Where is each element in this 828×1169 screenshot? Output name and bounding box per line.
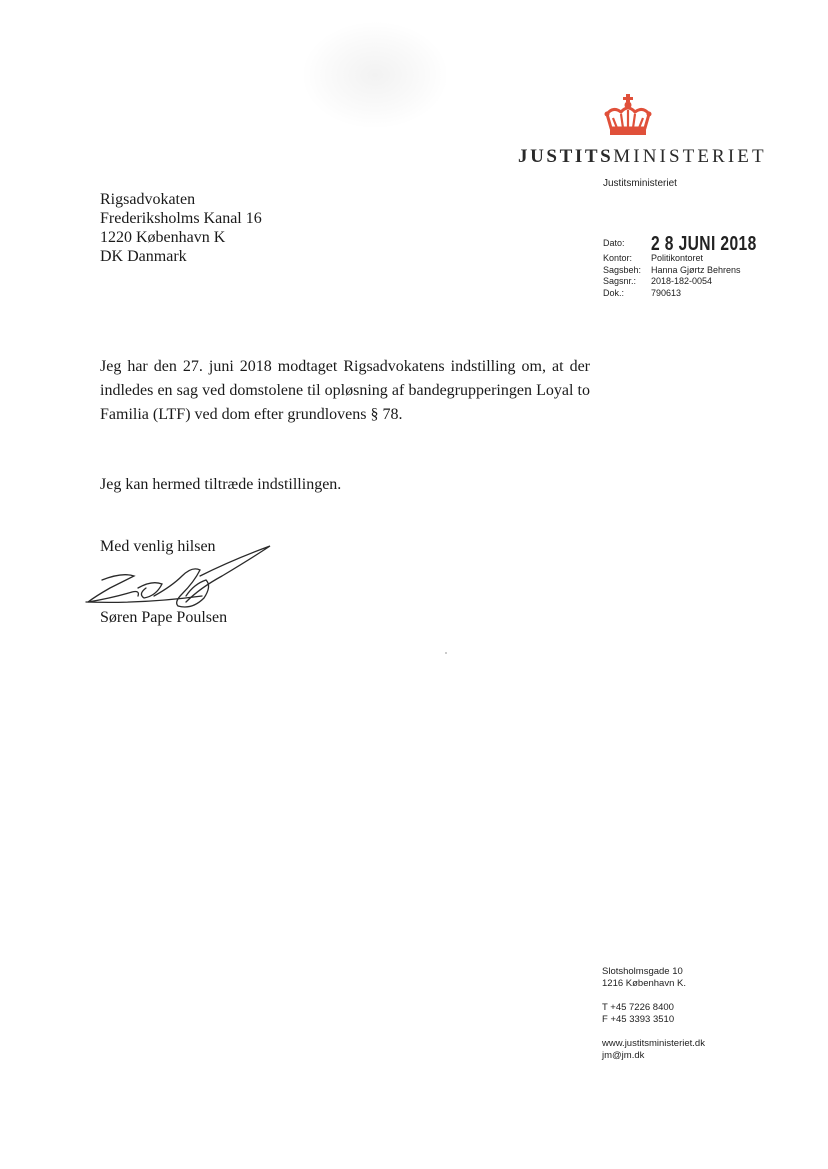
doc-value: 790613 [651,287,682,298]
closing-greeting: Med venlig hilsen [100,538,216,555]
footer-fax: F +45 3393 3510 [602,1014,675,1025]
scan-dot [445,652,447,654]
signer-name: Søren Pape Poulsen [100,609,228,626]
sender-name: Justitsministeriet [603,178,677,189]
recipient-address [100,190,262,266]
scan-artifact [300,20,450,130]
case-label: Sagsnr.: [603,276,637,286]
footer-website-link[interactable]: www.justitsministeriet.dk [602,1038,705,1049]
ministry-contact-footer [602,966,705,1062]
footer-street: Slotsholmsgade 10 [602,966,683,977]
date-label: Dato: [603,238,625,248]
case-metadata [603,233,786,299]
doc-label: Dok.: [603,287,625,298]
crown-logo-icon [603,94,653,138]
body-paragraph-2: Jeg kan hermed tiltræde indstillingen. [100,476,342,493]
ministry-wordmark [518,146,767,168]
meta-handler-row [603,265,786,277]
footer-city: 1216 København K. [602,978,686,989]
address-line: DK Danmark [100,248,187,265]
wordmark-bold: JUSTITS [518,146,614,167]
office-value: Politikontoret [651,253,704,263]
body-paragraph-1: Jeg har den 27. juni 2018 modtaget Rigsadvokatens indstilling om, at der indledes en sag ved domstolene til opløsning af bandegrupperingen Loyal to Familia (LTF) ved dom efter grundlovens § 78. [100,358,590,423]
meta-date-row [603,233,786,255]
date-stamp: 2 8 JUNI 2018 [651,233,757,255]
office-label: Kontor: [603,253,633,263]
case-value: 2018-182-0054 [651,276,713,286]
meta-doc-row [603,288,786,300]
wordmark-light: MINISTERIET [613,146,767,167]
meta-case-row [603,276,786,288]
footer-phone: T +45 7226 8400 [602,1002,674,1013]
address-line: 1220 København K [100,229,226,246]
handler-label: Sagsbeh: [603,264,642,275]
address-line: Rigsadvokaten [100,191,196,208]
footer-email-link[interactable]: jm@jm.dk [602,1050,645,1061]
handler-value: Hanna Gjørtz Behrens [651,264,741,275]
address-line: Frederiksholms Kanal 16 [100,210,262,227]
signature-icon [82,536,282,618]
